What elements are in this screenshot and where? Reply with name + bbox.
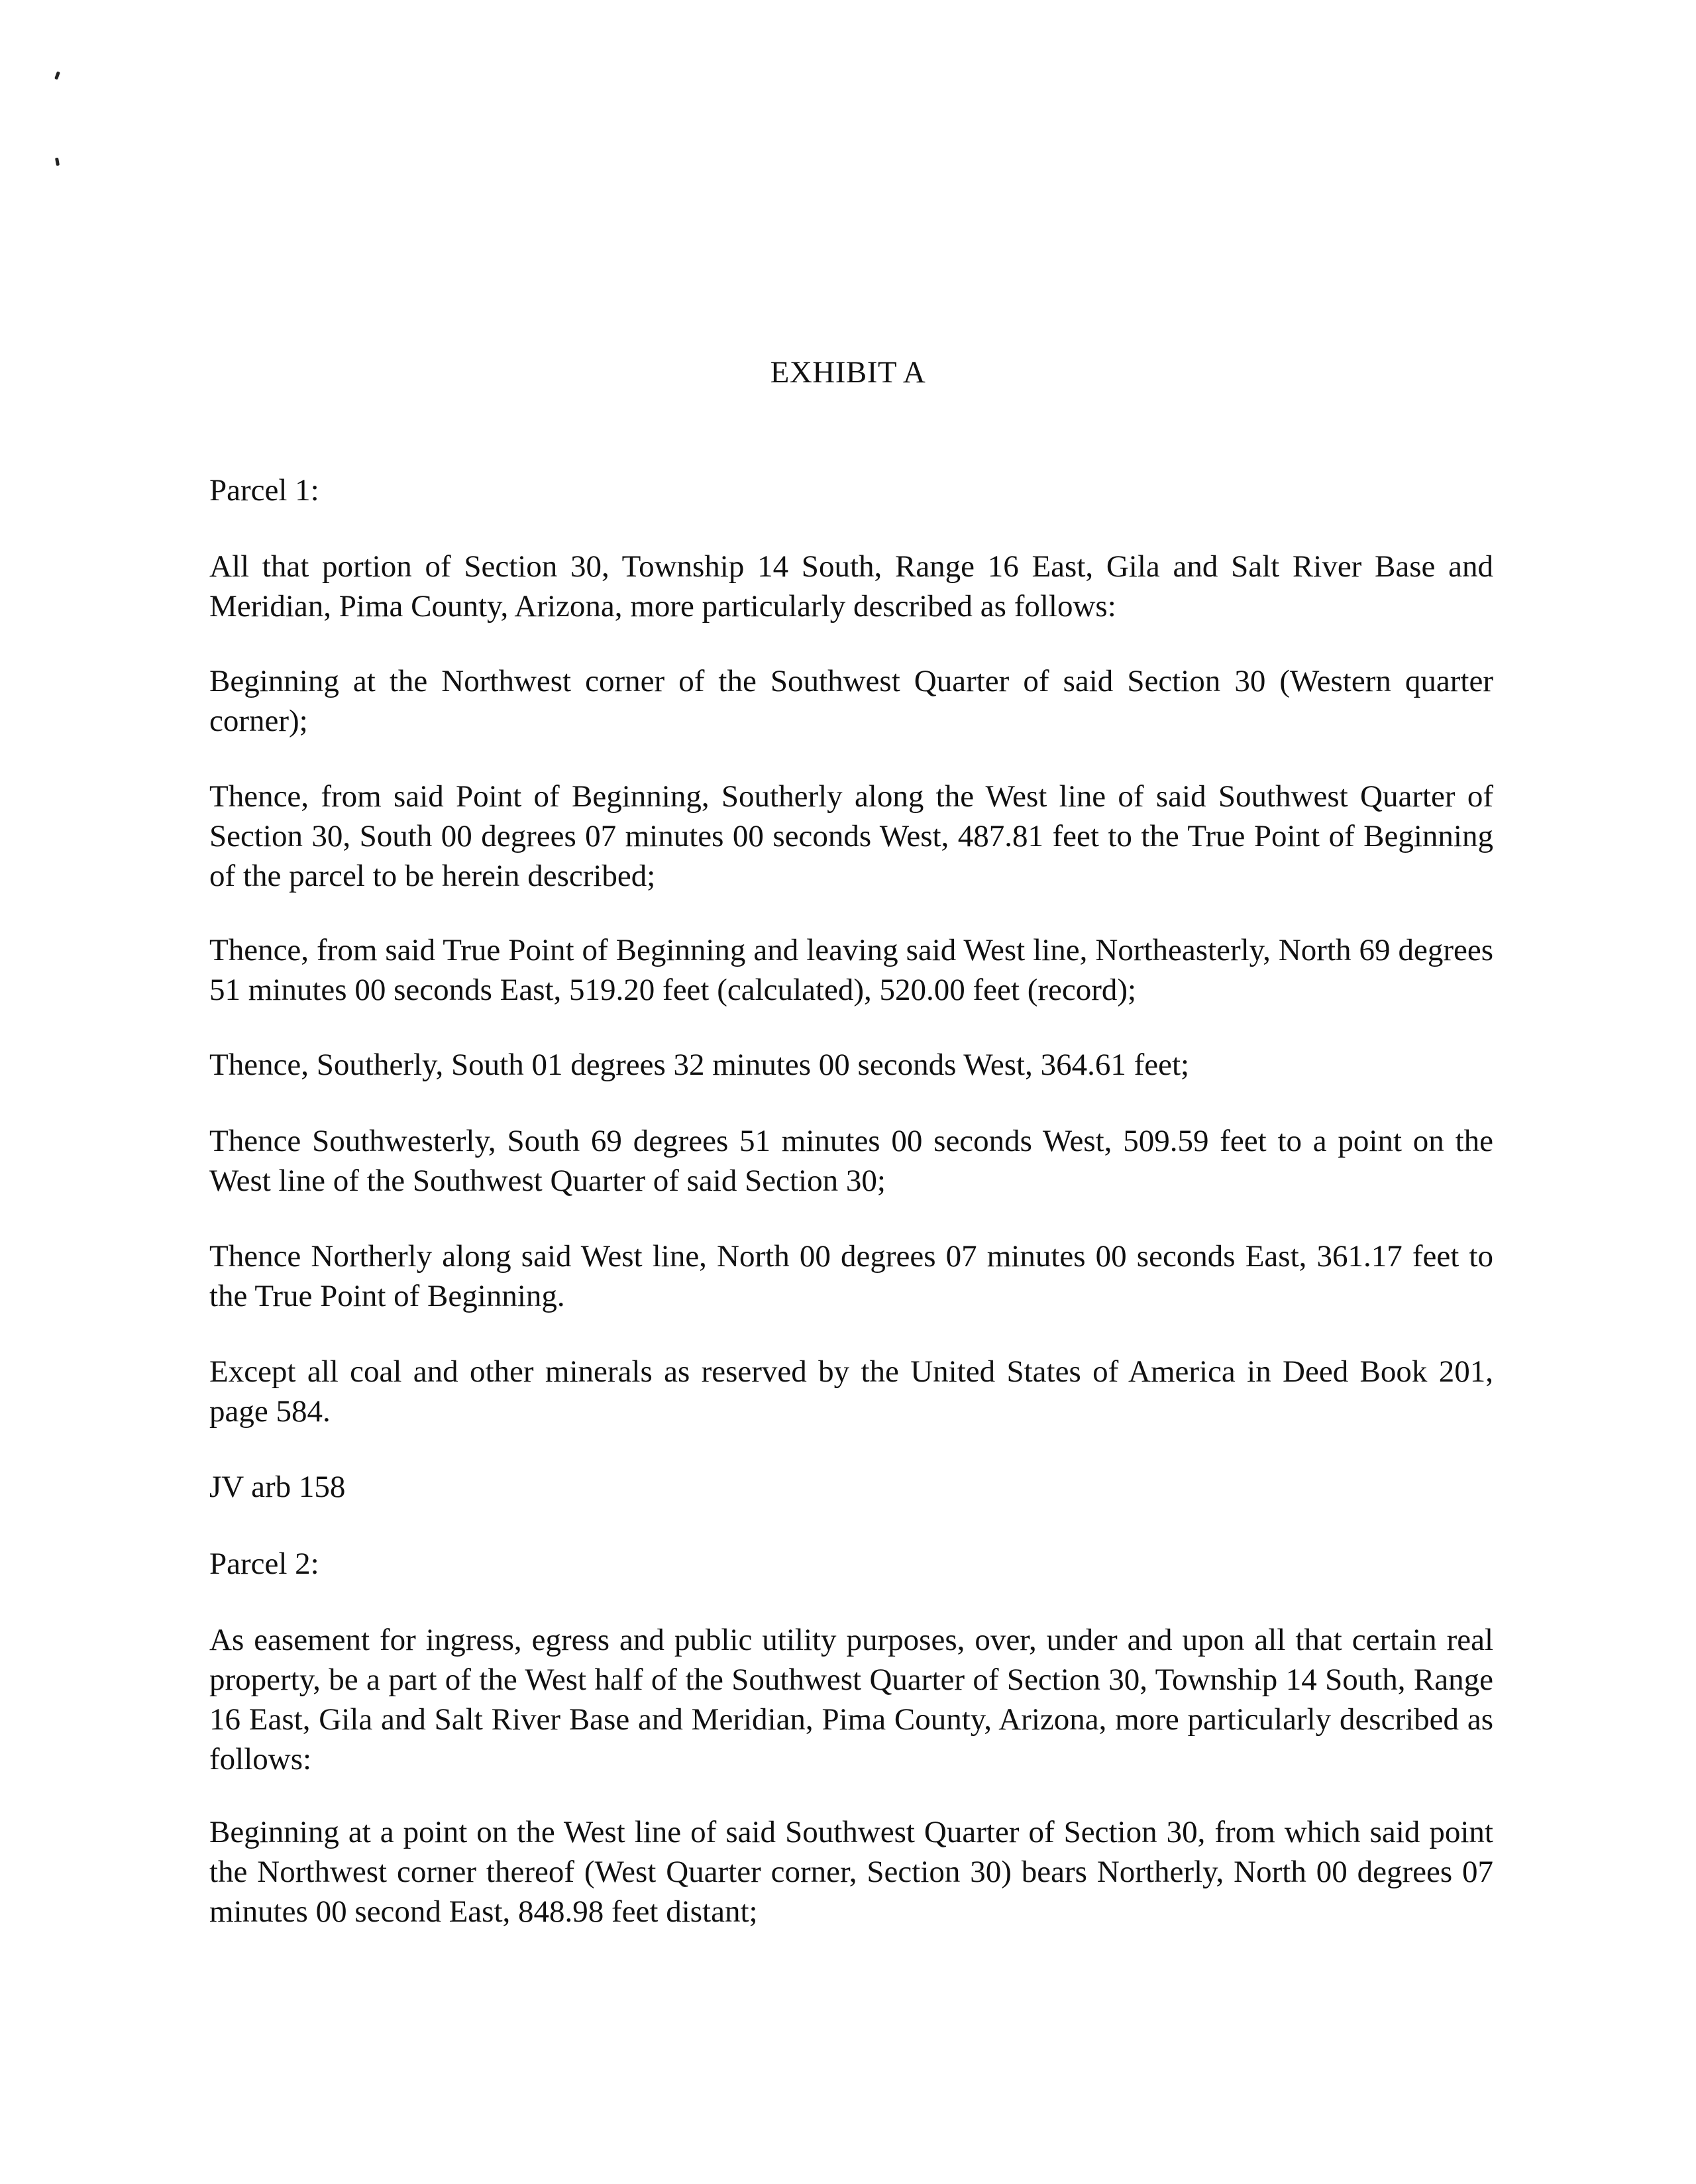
- parcel-1-paragraph: Thence Northerly along said West line, North 00 degrees 07 minutes 00 seconds East, 361.17 feet to the True Point of Beginning.: [209, 1239, 1493, 1313]
- parcel-1-heading: Parcel 1:: [209, 473, 319, 508]
- parcel-1-paragraph: Beginning at the Northwest corner of the Southwest Quarter of said Section 30 (Western quarter corner);: [209, 664, 1493, 738]
- reference-note: JV arb 158: [209, 1470, 346, 1504]
- parcel-1-paragraph: Thence Southwesterly, South 69 degrees 51 minutes 00 seconds West, 509.59 feet to a point on the West line of the Southwest Quarter of said Section 30;: [209, 1124, 1493, 1198]
- scan-speck: [55, 158, 60, 166]
- parcel-2-paragraph: As easement for ingress, egress and public utility purposes, over, under and upon all that certain real property, be a part of the West half of the Southwest Quarter of Section 30, Township 14 South, Range 16 East, Gila and Salt River Base and Meridian, Pima County, Arizona, more particularly described as follows:: [209, 1623, 1493, 1776]
- parcel-1-paragraph: Thence, from said True Point of Beginning and leaving said West line, Northeasterly, North 69 degrees 51 minutes 00 seconds East, 519.20 feet (calculated), 520.00 feet (record);: [209, 933, 1493, 1007]
- parcel-1-paragraph: Thence, Southerly, South 01 degrees 32 minutes 00 seconds West, 364.61 feet;: [209, 1048, 1190, 1082]
- parcel-2-paragraph: Beginning at a point on the West line of said Southwest Quarter of Section 30, from which said point the Northwest corner thereof (West Quarter corner, Section 30) bears Northerly, North 00 degrees 07 minutes 00 second East, 848.98 feet distant;: [209, 1815, 1493, 1929]
- scan-speck: [54, 72, 60, 80]
- parcel-2-heading: Parcel 2:: [209, 1547, 319, 1581]
- parcel-1-paragraph: All that portion of Section 30, Township 14 South, Range 16 East, Gila and Salt River Base and Meridian, Pima County, Arizona, more particularly described as follows:: [209, 549, 1493, 624]
- exhibit-title: EXHIBIT A: [770, 355, 926, 390]
- parcel-1-paragraph: Except all coal and other minerals as reserved by the United States of America in Deed Book 201, page 584.: [209, 1354, 1493, 1429]
- parcel-1-paragraph: Thence, from said Point of Beginning, Southerly along the West line of said Southwest Quarter of Section 30, South 00 degrees 07 minutes 00 seconds West, 487.81 feet to the True Point of Beginning of the parcel to be herein described;: [209, 779, 1493, 893]
